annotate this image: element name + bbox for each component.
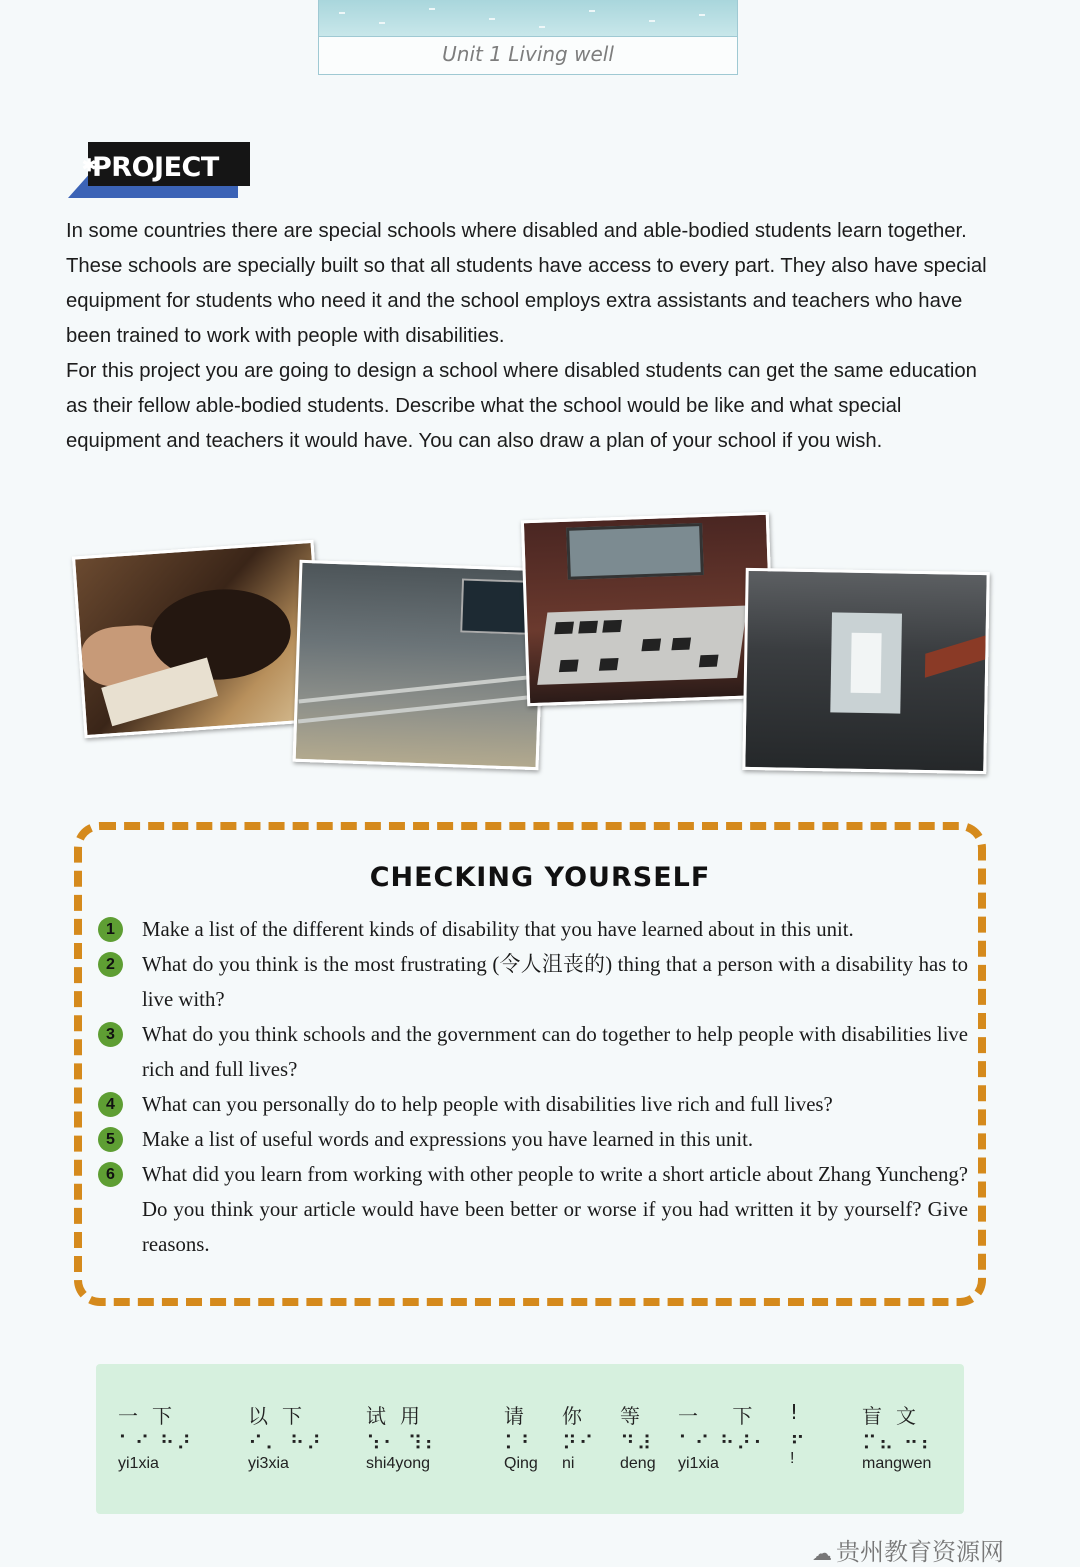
number-badge: 2 [98,952,123,977]
photo-braille-keyboard [521,512,775,707]
project-paragraph: In some countries there are special schools where disabled and able-bodied students learn together. These schools are specially built so that all students have access to every part. They also have special equipment for students who need it and the school employs extra assistants and teachers who have been trained to work with people with disabilities. [66,220,987,347]
list-item: 2 What do you think is the most frustrating (令人沮丧的) thing that a person with a disability has to live with? [98,947,968,1017]
braille-word: 试用 ⠱⠂ ⠹⠆ shi4yong [366,1404,441,1472]
braille-word: 一下 ⠁⠊ ⠓⠜ yi1xia [118,1404,193,1472]
braille-dots: ⠖ [790,1426,807,1450]
project-description [66,214,996,459]
braille-dots: ⠍⠦ ⠒⠆ [862,1431,937,1455]
braille-word: 请 ⠅⠃ Qing [504,1404,538,1472]
unit-title: Unit 1 Living well [442,42,614,66]
number-badge: 6 [98,1162,123,1187]
header-photo [319,0,737,37]
number-badge: 5 [98,1127,123,1152]
list-item: 1 Make a list of the different kinds of disability that you have learned about in this unit. [98,912,968,947]
list-item: 5 Make a list of useful words and expressions you have learned in this unit. [98,1122,968,1157]
braille-word: 以下 ⠊⠄ ⠓⠜ yi3xia [248,1404,323,1472]
list-item: 6 What did you learn from working with other people to write a short article about Zhang Yuncheng? Do you think your article would have been better or worse if you had written it by yourself? Give reasons. [98,1157,968,1262]
braille-dots: ⠅⠃ [504,1431,538,1455]
number-badge: 3 [98,1022,123,1047]
braille-dots: ⠁⠊ ⠓⠜⠂ [678,1431,770,1455]
braille-dots: ⠝⠊ [562,1431,596,1455]
braille-word: 你 ⠝⠊ ni [562,1404,596,1472]
checking-list [98,912,968,1262]
braille-word: 一 下 ⠁⠊ ⠓⠜⠂ yi1xia [678,1404,770,1472]
project-badge [68,142,250,198]
braille-dots: ⠙⠼ [620,1431,654,1455]
photo-student-reading [72,540,326,738]
braille-word: ! ⠖ ! [790,1400,813,1467]
list-item: 3 What do you think schools and the government can do together to help people with disabilities live rich and full lives? [98,1017,968,1087]
braille-word: 等 ⠙⠼ deng [620,1404,656,1472]
wechat-icon: ☁ [812,1541,832,1565]
checking-title: CHECKING YOURSELF [369,862,711,893]
project-paragraph: For this project you are going to design a school where disabled students can get the same education as their fellow able-bodied students. Describe what the school would be like and what special equipment and teachers it would have. You can also draw a plan of your school if you wish. [66,360,977,452]
watermark: ☁ 贵州教育资源网 [812,1538,1004,1566]
list-item: 4 What can you personally do to help people with disabilities live rich and full lives? [98,1087,968,1122]
number-badge: 1 [98,917,123,942]
photo-hallway [742,568,989,774]
braille-dots: ⠱⠂ ⠹⠆ [366,1431,441,1455]
braille-dots: ⠊⠄ ⠓⠜ [248,1431,323,1455]
number-badge: 4 [98,1092,123,1117]
photo-ramp [293,560,546,770]
unit-header [318,0,738,75]
project-label: PROJECT [92,152,219,183]
braille-word: 盲文 ⠍⠦ ⠒⠆ mangwen [862,1404,937,1472]
star-icon: ✱ [82,156,97,175]
braille-dots: ⠁⠊ ⠓⠜ [118,1431,193,1455]
